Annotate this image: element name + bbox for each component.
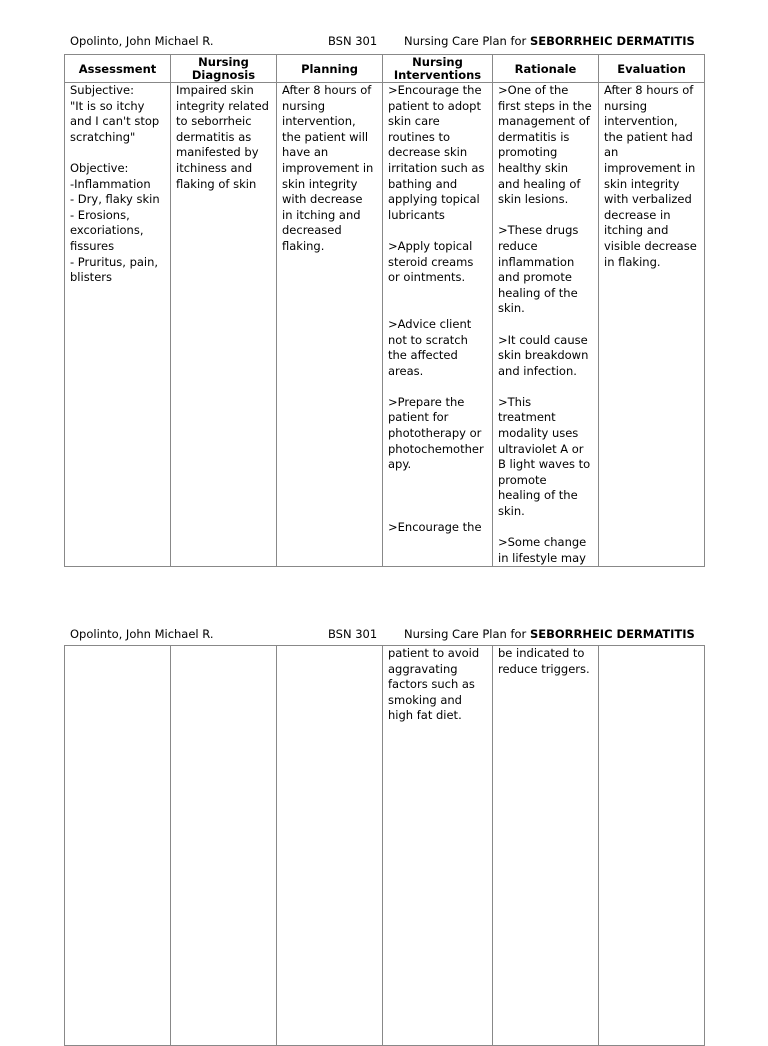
rationale-cell: be indicated to reduce triggers. xyxy=(493,646,599,1046)
assessment-cell xyxy=(65,646,171,1046)
nursing-diagnosis-cell: Impaired skin integrity related to seborrheic dermatitis as manifested by itchiness and flaking of skin xyxy=(171,83,277,567)
cell-line: skin. xyxy=(498,504,525,519)
student-name: Opolinto, John Michael R. xyxy=(70,627,214,641)
nursing-interventions-cell: patient to avoid aggravating factors such as smoking and high fat diet. xyxy=(383,646,493,1046)
cell-line: lubricants xyxy=(388,207,445,222)
document-title xyxy=(404,628,695,641)
title-prefix: Nursing Care Plan for xyxy=(404,34,527,48)
cell-line: skin care xyxy=(388,114,440,129)
cell-line: the affected xyxy=(388,348,458,363)
cell-line: healthy skin xyxy=(498,160,568,175)
cell-line: >Prepare the xyxy=(388,394,465,409)
cell-line: healing of the xyxy=(498,285,578,300)
rationale-cell xyxy=(493,83,599,567)
cell-line: healing of the xyxy=(498,488,578,503)
cell-line: dermatitis is xyxy=(498,129,570,144)
student-name: Opolinto, John Michael R. xyxy=(70,34,214,48)
cell-line: >Encourage the xyxy=(388,519,482,534)
nursing-diagnosis-cell xyxy=(171,646,277,1046)
table-header-row xyxy=(65,55,705,83)
cell-line: management of xyxy=(498,114,590,129)
column-header-nursing-diagnosis: Nursing Diagnosis xyxy=(171,55,277,83)
cell-line: decrease skin xyxy=(388,145,468,160)
column-header-planning: Planning xyxy=(277,55,383,83)
cell-line: phototherapy or xyxy=(388,426,482,441)
column-header-evaluation: Evaluation xyxy=(599,55,705,83)
cell-line: and healing of xyxy=(498,176,581,191)
cell-line: modality uses xyxy=(498,426,579,441)
cell-line: reduce xyxy=(498,238,538,253)
cell-line: bathing and xyxy=(388,176,458,191)
cell-line: skin. xyxy=(498,301,525,316)
planning-cell xyxy=(277,646,383,1046)
cell-line: applying topical xyxy=(388,192,480,207)
cell-line: >Encourage the xyxy=(388,83,482,97)
column-header-assessment: Assessment xyxy=(65,55,171,83)
cell-line: photochemother xyxy=(388,441,484,456)
cell-line: >This xyxy=(498,394,532,409)
cell-line: >Advice client xyxy=(388,316,472,331)
course-code: BSN 301 xyxy=(328,34,378,48)
cell-line: treatment xyxy=(498,410,556,425)
cell-line: >One of the xyxy=(498,83,569,97)
table-row xyxy=(65,646,705,1046)
cell-line: first steps in the xyxy=(498,98,592,113)
evaluation-cell xyxy=(599,646,705,1046)
cell-line: areas. xyxy=(388,363,424,378)
cell-line: routines to xyxy=(388,129,451,144)
title-condition: SEBORRHEIC DERMATITIS xyxy=(529,34,695,48)
column-header-rationale: Rationale xyxy=(493,55,599,83)
cell-line: inflammation xyxy=(498,254,575,269)
table-row xyxy=(65,83,705,567)
cell-line: promote xyxy=(498,472,547,487)
cell-line: >It could cause xyxy=(498,332,588,347)
cell-line: in lifestyle may xyxy=(498,550,586,565)
cell-line: patient to adopt xyxy=(388,98,481,113)
cell-line: >Apply topical xyxy=(388,238,473,253)
cell-line: ultraviolet A or xyxy=(498,441,584,456)
title-prefix: Nursing Care Plan for xyxy=(404,627,527,641)
document-title xyxy=(404,35,695,48)
cell-line: irritation such as xyxy=(388,160,485,175)
evaluation-cell: After 8 hours of nursing intervention, the patient had an improvement in skin integrity with verbalized decrease in itching and visible decrease in flaking. xyxy=(599,83,705,567)
planning-cell: After 8 hours of nursing intervention, the patient will have an improvement in skin integrity with decrease in itching and decreased flaking. xyxy=(277,83,383,567)
care-plan-table-page1 xyxy=(64,54,705,567)
cell-line: and infection. xyxy=(498,363,577,378)
cell-line: skin breakdown xyxy=(498,348,589,363)
cell-line: >These drugs xyxy=(498,223,579,238)
cell-line: not to scratch xyxy=(388,332,468,347)
nursing-interventions-cell xyxy=(383,83,493,567)
assessment-cell: Subjective: "It is so itchy and I can't stop scratching" Objective: -Inflammation - Dry, flaky skin - Erosions, excoriations, fissures - Pruritus, pain, blisters xyxy=(65,83,171,567)
cell-line: apy. xyxy=(388,457,412,472)
cell-line: >Some change xyxy=(498,535,587,550)
column-header-nursing-interventions: Nursing Interventions xyxy=(383,55,493,83)
cell-line: patient for xyxy=(388,410,449,425)
cell-line: B light waves to xyxy=(498,457,591,472)
cell-line: and promote xyxy=(498,270,572,285)
cell-line: or ointments. xyxy=(388,270,466,285)
cell-line: skin lesions. xyxy=(498,192,569,207)
cell-line: promoting xyxy=(498,145,558,160)
care-plan-table-page2 xyxy=(64,645,705,1046)
course-code: BSN 301 xyxy=(328,627,378,641)
title-condition: SEBORRHEIC DERMATITIS xyxy=(529,627,695,641)
cell-line: steroid creams xyxy=(388,254,474,269)
